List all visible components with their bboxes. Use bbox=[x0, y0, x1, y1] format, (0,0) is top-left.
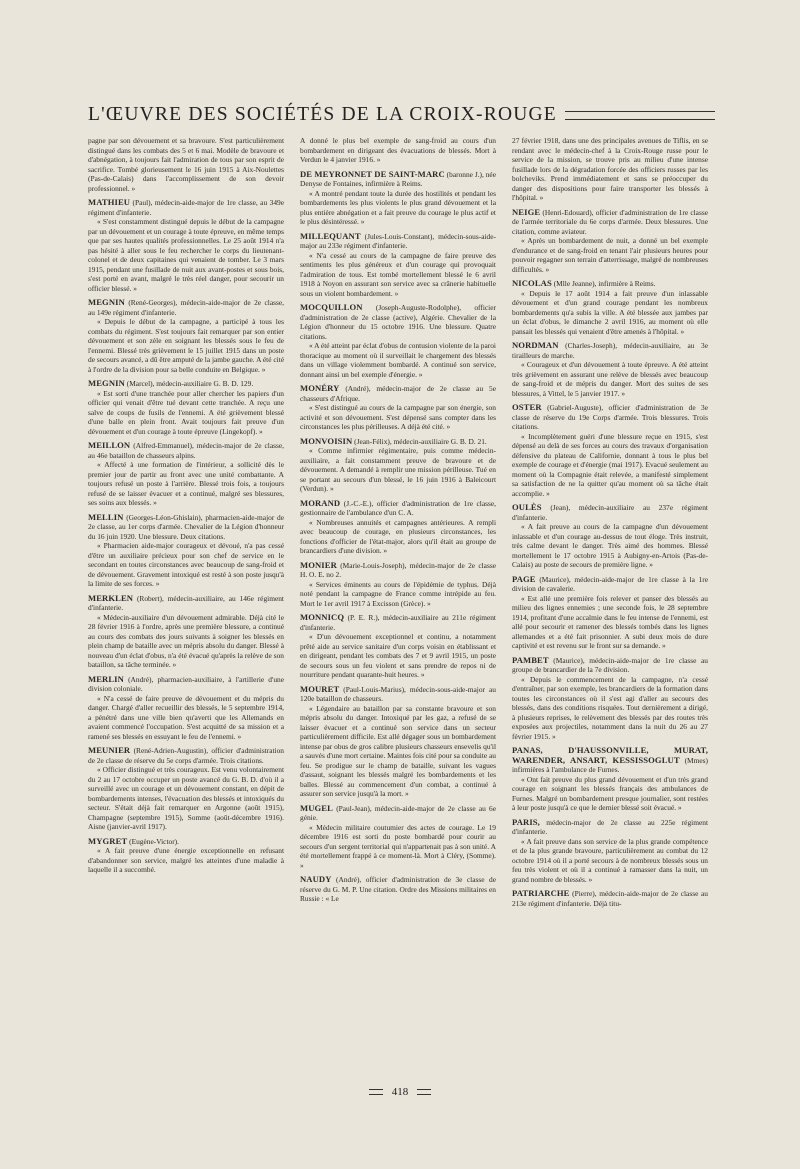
entry-rank-unit: (Paul-Louis-Marius), médecin-sous-aide-major au 120e bataillon de chasseurs. bbox=[300, 684, 496, 703]
text-column-1 bbox=[88, 136, 284, 1136]
entry-heading bbox=[300, 613, 496, 632]
entry-rank-unit: (Jean), médecin-auxiliaire au 237e régiment d'infanterie. bbox=[512, 503, 708, 522]
person-name: MEGNIN bbox=[88, 378, 125, 388]
entry-rank-unit: (Alfred-Emmanuel), médecin-major de 2e classe, au 46e bataillon de chasseurs alpins. bbox=[88, 441, 284, 460]
citation-entry bbox=[300, 875, 496, 904]
entry-rank-unit: (Mmes) infirmières à l'ambulance de Furnes. bbox=[512, 755, 708, 774]
entry-heading bbox=[300, 437, 496, 447]
header-double-rule bbox=[565, 111, 715, 120]
citation-entry bbox=[512, 746, 708, 813]
person-name: MELLIN bbox=[88, 511, 124, 522]
citation-text: « Pharmacien aide-major courageux et dévoué, n'a pas cessé d'être un auxiliaire précieux pour son chef de service en le secondant en toutes circonstances avec beaucoup de sang-froid et de dévouement. Gravement intoxiqué est resté à son poste jusqu'à la limite de ses forces. » bbox=[88, 541, 284, 588]
entry-rank-unit: (Joseph-Auguste-Rodolphe), officier d'administration de 2e classe (active), Algérie. Chevalier de la Légion d'honneur du 15 octobre 1916. Une blessure. Quatre citations. bbox=[300, 303, 496, 341]
entry-rank-unit: (Jean-Félix), médecin-auxiliaire G. B. D. 21. bbox=[354, 436, 487, 446]
entry-rank-unit: (Mlle Jeanne), infirmière à Reims. bbox=[553, 279, 656, 288]
entry-heading bbox=[88, 837, 284, 847]
entry-rank-unit: (Marcel), médecin-auxiliaire G. B. D. 129. bbox=[126, 379, 254, 388]
citation-text: « Est allé une première fois relever et panser des blessés au milieu des lignes ennemies ; une seconde fois, le 28 septembre 1914, profitant d'une accalmie dans le feu intense de l'ennemi, est allé pour secourir et ramener des blessés tombés dans les lignes allemandes et a été fait prisonnier. A subi deux mois de dure captivité et est revenu sur le front sur sa demande. » bbox=[512, 593, 708, 650]
citation-entry bbox=[88, 746, 284, 832]
citation-entry bbox=[88, 594, 284, 670]
entry-rank-unit: (Paul-Jean), médecin-aide-major de 2e classe au 6e génie. bbox=[300, 803, 496, 822]
entry-rank-unit: (Marie-Louis-Joseph), médecin-major de 2e classe H. O. E. no 2. bbox=[300, 560, 496, 579]
person-name: MATHIEU bbox=[88, 197, 131, 207]
citation-text: « Depuis le 17 août 1914 a fait preuve d'un inlassable dévouement et d'un grand courage pendant les nombreux bombardements qu'a subis la ville. A été blessée aux jambes par un éclat d'obus, le dimanche 2 avril 1916, au moment où elle pansait les blessés qui venaient d'être amenés à l'hôpital. » bbox=[512, 288, 708, 336]
entry-heading bbox=[300, 384, 496, 403]
person-name: MONIER bbox=[300, 559, 337, 570]
entry-heading bbox=[300, 875, 496, 904]
person-name: OULÈS bbox=[512, 502, 542, 512]
person-name: MEILLON bbox=[88, 440, 131, 450]
citation-text: « S'est distingué au cours de la campagne par son énergie, son activité et son dévouement. S'est dépensé sans compter dans les circonstances les plus périlleuses. A déjà été cité. » bbox=[300, 403, 496, 431]
entry-rank-unit: (Georges-Léon-Ghislain), pharmacien-aide-major de 2e classe, au 1er corps d'armée. Chevalier de la Légion d'honneur du 16 juin 1920. Une blessure. Deux citations. bbox=[88, 512, 284, 541]
person-name: PANAS, D'HAUSSONVILLE, MURAT, WARENDER, ANSART, KESSISSOGLUT bbox=[512, 745, 708, 765]
citation-text: « Médecin militaire coutumier des actes de courage. Le 19 décembre 1916 est sorti du poste bombardé pour courir au secours d'un sergent territorial qui n'appartenait pas à son unité. A été mortellement frappé à ce moment-là. Mort à Cléry, (Somme). » bbox=[300, 822, 496, 870]
citation-text: « A fait preuve au cours de la campagne d'un dévouement inlassable et d'un courage au-dessus de tout éloge. Très instruit, très calme devant le danger. Très aimé des hommes. Blessé mortellement le 17 octobre 1915 à Aubigny-en-Artois (Pas-de-Calais) au poste de secours de première ligne. » bbox=[512, 522, 708, 569]
entry-heading bbox=[300, 303, 496, 341]
citation-entry bbox=[512, 503, 708, 570]
citation-entry bbox=[300, 613, 496, 680]
entry-heading bbox=[88, 379, 284, 389]
citation-entry bbox=[300, 804, 496, 871]
page-number: 418 bbox=[391, 1086, 409, 1098]
person-name: NAUDY bbox=[300, 874, 332, 884]
footer-ornament-left bbox=[369, 1089, 383, 1095]
citation-text: « N'a cessé de faire preuve de dévouement et du mépris du danger. Chargé d'aller recueillir des blessés, le 5 septembre 1914, a pénétré dans une ville bien qu'averti que les Allemands en avaient commencé l'occupation. S'est acquitté de sa mission et a ramené ses blessés en essuyant le feu de l'ennemi. » bbox=[88, 693, 284, 741]
person-name: MORAND bbox=[300, 497, 341, 508]
citation-entry bbox=[88, 675, 284, 742]
person-name: MILLEQUANT bbox=[300, 230, 361, 241]
entry-heading bbox=[88, 746, 284, 765]
citation-entry bbox=[512, 889, 708, 908]
citation-text: « Services éminents au cours de l'épidémie de typhus. Déjà noté pendant la campagne de France comme intrépide au feu. Mort le 1er avril 1917 à Excisson (Grèce). » bbox=[300, 579, 496, 608]
entry-heading bbox=[300, 170, 496, 189]
entry-rank-unit: (Maurice), médecin-aide-major de 1re classe à la 1re division de cavalerie. bbox=[512, 574, 708, 593]
entry-rank-unit: (André), médecin-major de 2e classe au 5e chasseurs d'Afrique. bbox=[300, 384, 496, 403]
entry-rank-unit: (J.-C.-E.), officier d'administration de 1re classe, gestionnaire de l'ambulance d'un C. A. bbox=[300, 498, 496, 517]
continued-text: pagne par son dévouement et sa bravoure. S'est particulièrement distingué dans les combats des 5 et 6 mai. Modèle de bravoure et d'abnégation, à toujours fait l'admiration de tous par son esprit de sacrifice. Tombé glorieusement le 16 juin 1915 à Aix-Noulettes (Pas-de-Calais) dans l'accomplissement de son devoir professionnel. » bbox=[88, 136, 284, 193]
citation-entry bbox=[512, 208, 708, 275]
citation-entry bbox=[512, 818, 708, 885]
page-title: L'ŒUVRE DES SOCIÉTÉS DE LA CROIX-ROUGE bbox=[88, 104, 557, 125]
person-name: PAGE bbox=[512, 573, 536, 584]
entry-heading bbox=[512, 341, 708, 360]
entry-rank-unit: (Charles-Joseph), médecin-auxiliaire, au 3e tirailleurs de marche. bbox=[512, 341, 708, 360]
entry-heading bbox=[512, 208, 708, 237]
citation-text: « Depuis le début de la campagne, a participé à tous les combats du régiment. S'est toujours fait remarquer par son entier dévouement et son zèle en soignant les blessés sous le feu de l'ennemi. Blessé très grièvement le 15 juillet 1915 dans un poste de secours avancé, a dû être amputé de la jambe gauche. A été cité à l'ordre de la division pour sa belle conduite en Belgique. » bbox=[88, 317, 284, 374]
entry-rank-unit: (René-Adrien-Augustin), officier d'administration de 2e classe de réserve du 5e corps d'armée. Trois citations. bbox=[88, 746, 284, 765]
citation-entry bbox=[512, 341, 708, 398]
entry-rank-unit: médecin-major de 2e classe au 225e régiment d'infanterie. bbox=[512, 817, 708, 836]
citation-text: « S'est constamment distingué depuis le début de la campagne par un dévouement et un courage à toute épreuve, en même temps que par ses hautes qualités professionnelles. Le 25 août 1914 n'a pas hésité à aller sous le feu rechercher le corps du lieutenant-colonel et de deux capitaines qui venaient de tomber. Le 3 mars 1915, pendant une fusillade de nuit aux avant-postes et sous bois, s'est porté en avant, malgré le très réel danger, pour secourir un officier blessé. » bbox=[88, 217, 284, 293]
person-name: MEGNIN bbox=[88, 297, 125, 307]
entry-heading bbox=[300, 499, 496, 518]
citation-entry bbox=[512, 575, 708, 651]
entry-heading bbox=[88, 513, 284, 542]
citation-entry bbox=[88, 837, 284, 875]
entry-heading bbox=[88, 594, 284, 613]
citation-entry bbox=[88, 298, 284, 374]
citation-entry bbox=[512, 403, 708, 498]
entry-rank-unit: (René-Georges), médecin-aide-major de 2e classe, au 149e régiment d'infanterie. bbox=[88, 298, 284, 317]
entry-heading bbox=[300, 561, 496, 580]
citation-text: « Nombreuses annuités et campagnes antérieures. A rempli avec beaucoup de courage, en plusieurs circonstances, les fonctions d'officier de l'état-major, alors qu'il était au groupe de brancardiers d'une division. » bbox=[300, 517, 496, 555]
person-name: MEUNIER bbox=[88, 745, 131, 755]
citation-entry bbox=[512, 656, 708, 742]
person-name: PATRIARCHE bbox=[512, 888, 570, 898]
citation-entry bbox=[88, 198, 284, 293]
footer-ornament-right bbox=[417, 1089, 431, 1095]
citation-entry bbox=[300, 232, 496, 299]
entry-heading bbox=[512, 575, 708, 594]
entry-rank-unit: (P. E. R.), médecin-auxiliaire au 211e régiment d'infanterie. bbox=[300, 613, 496, 632]
citation-text: « N'a cessé au cours de la campagne de faire preuve des sentiments les plus généreux et d'un courage qui provoquait l'admiration de tous. Est tombé mortellement blessé le 6 avril 1918 à Noyon en assurant son service avec sa crânerie habituelle sous un violent bombardement. » bbox=[300, 250, 496, 298]
person-name: PAMBET bbox=[512, 654, 549, 665]
entry-heading bbox=[88, 675, 284, 694]
citation-text: « Officier distingué et très courageux. Est venu volontairement du 2 au 17 octobre occuper un poste avancé du G. B. D. d'où il a surveillé avec un courage et un dévouement constant, en dépit de bombardements intenses, l'évacuation des blessés et intoxiqués du secteur. S'était déjà fait remarquer en Argonne (août 1915), Champagne (septembre 1915), Somme (août-décembre 1916). Aisne (janvier-avril 1917). bbox=[88, 765, 284, 831]
page-footer bbox=[0, 1086, 800, 1098]
citation-entry bbox=[300, 303, 496, 379]
continued-text: A donné le plus bel exemple de sang-froid au cours d'un bombardement en dirigeant des évacuations de blessés. Mort à Verdun le 4 janvier 1916. » bbox=[300, 136, 496, 164]
entry-heading bbox=[88, 198, 284, 217]
text-column-2 bbox=[300, 136, 496, 1136]
citation-text: « A été atteint par éclat d'obus de contusion violente de la paroi thoracique au moment où il surveillait le chargement des blessés dans un village violemment bombardé. A continué son service, donnant ainsi un bel exemple d'énergie. » bbox=[300, 341, 496, 379]
citation-text: « Incomplètement guéri d'une blessure reçue en 1915, s'est dépensé au delà de ses forces au cours des travaux d'organisation défensive du plateau de Californie, donnant à tous le plus bel exemple de courage et d'énergie (mai 1917). Evacué seulement au moment où la Compagnie était relevée, a manifesté simplement sa satisfaction de ne la quitter qu'au moment où sa tâche était accomplie. » bbox=[512, 431, 708, 498]
person-name: MERLIN bbox=[88, 673, 124, 684]
entry-heading bbox=[512, 656, 708, 675]
person-name: MONÉRY bbox=[300, 383, 340, 393]
entry-rank-unit: (Maurice), médecin-aide-major de 1re classe au groupe de brancardier de la 7e division. bbox=[512, 655, 708, 674]
entry-heading bbox=[88, 441, 284, 460]
entry-rank-unit: (Gabriel-Auguste), officier d'administration de 3e classe de réserve du 19e Corps d'armée. Trois blessures. Trois citations. bbox=[512, 403, 708, 431]
entry-rank-unit: (André), officier d'administration de 3e classe de réserve du G. M. P. Une citation. Ordre des Missions militaires en Russie : « Le bbox=[300, 875, 496, 903]
entry-heading bbox=[512, 503, 708, 522]
person-name: MONVOISIN bbox=[300, 435, 353, 446]
text-column-3 bbox=[512, 136, 708, 1136]
entry-heading bbox=[512, 403, 708, 432]
person-name: MERKLEN bbox=[88, 592, 134, 603]
citation-text: « Affecté à une formation de l'intérieur, a sollicité dès le premier jour de partir au front avec une unité combattante. A toujours refusé un poste à l'arrière. Blessé trois fois, a toujours refusé de se laisser évacuer et a continué, malgré ses blessures, ses soins aux blessés. » bbox=[88, 460, 284, 507]
person-name: MUGEL bbox=[300, 802, 333, 813]
entry-rank-unit: (Henri-Edouard), officier d'administration de 1re classe de l'armée territoriale du 6e corps d'armée. Deux blessures. Une citation, comme aviateur. bbox=[512, 207, 708, 236]
person-name: DE MEYRONNET DE SAINT-MARC bbox=[300, 168, 445, 179]
person-name: PARIS, bbox=[512, 816, 540, 827]
person-name: NORDMAN bbox=[512, 340, 559, 350]
citation-text: « Est sorti d'une tranchée pour aller chercher les papiers d'un officier qui venait d'être tué devant cette tranchée. A reçu une salve de coups de fusils de l'ennemi. A été grièvement blessé d'une balle en plein front. Avait toujours fait preuve d'un dévouement et d'un courage à toute épreuve (Lingekopf). » bbox=[88, 388, 284, 436]
entry-rank-unit: (Pierre), médecin-aide-major de 2e classe au 213e régiment d'infanterie. Déjà titu- bbox=[512, 889, 708, 908]
citation-text: « Médecin-auxiliaire d'un dévouement admirable. Déjà cité le 28 février 1916 à l'ordre, après une première blessure, a continué au cours des combats des jours suivants à soigner les blessés en plein champ de bataille avec un mépris absolu du danger. Blessé à nouveau d'un éclat d'obus, n'a été évacué qu'après la relève de son bataillon, sa tâche terminée. » bbox=[88, 612, 284, 669]
citation-text: « A fait preuve dans son service de la plus grande compétence et de la plus grande bravoure, particulièrement au combat du 12 octobre 1914 où il a porté secours à de nombreux blessés sous un feu très violent et où il a continué à ramasser dans la nuit, un grand nombre de blessés. » bbox=[512, 836, 708, 884]
entry-heading bbox=[512, 279, 708, 289]
citation-text: « Ont fait preuve du plus grand dévouement et d'un très grand courage en soignant les blessés français des ambulances de Furnes. Malgré un bombardement presque journalier, sont restées à leur poste jusqu'à ce que le dernier blessé soit évacué. » bbox=[512, 774, 708, 812]
citation-entry bbox=[88, 513, 284, 589]
person-name: OSTER bbox=[512, 402, 542, 412]
continued-text: 27 février 1918, dans une des principales avenues de Tiflis, en se rendant avec le médecin-chef à la Croix-Rouge russe pour le service de la mission, se trouve pris au milieu d'une intense fusillade lors de la dégradation forcée des officiers russes par les bolcheviks. Prend immédiatement et sans se préoccuper du danger des dispositions pour faire transporter les blessés à l'hôpital. » bbox=[512, 136, 708, 202]
citation-entry bbox=[88, 441, 284, 508]
entry-heading bbox=[512, 818, 708, 837]
person-name: MYGRET bbox=[88, 835, 128, 846]
entry-rank-unit: (André), pharmacien-auxiliaire, à l'artillerie d'une division coloniale. bbox=[88, 674, 284, 693]
entry-rank-unit: (baronne J.), née Denyse de Fontaines, infirmière à Reims. bbox=[300, 169, 496, 188]
entry-rank-unit: (Robert), médecin-auxiliaire, au 146e régiment d'infanterie. bbox=[88, 593, 284, 612]
citation-entry bbox=[300, 437, 496, 494]
citation-entry bbox=[300, 170, 496, 227]
citation-text: « A montré pendant toute la durée des hostilités et pendant les bombardements les plus violents le plus grand dévouement et la plus entière abnégation et a fait preuve du courage le plus actif et le plus désintéressé. » bbox=[300, 188, 496, 226]
page-header bbox=[88, 104, 715, 126]
citation-text: « Comme infirmier régimentaire, puis comme médecin-auxiliaire, a fait constamment preuve de bravoure et de dévouement. A demandé à remplir une mission périlleuse. Tué en se portant au secours d'un blessé, le 16 juin 1916 à Baleicourt (Verdun). » bbox=[300, 446, 496, 493]
person-name: MONNICQ bbox=[300, 612, 345, 622]
person-name: MOCQUILLON bbox=[300, 302, 363, 312]
entry-rank-unit: (Eugène-Victor). bbox=[129, 836, 179, 846]
citation-entry bbox=[300, 499, 496, 556]
person-name: MOURET bbox=[300, 683, 340, 694]
entry-heading bbox=[512, 889, 708, 908]
person-name: NICOLAS bbox=[512, 278, 552, 288]
citation-text: « Courageux et d'un dévouement à toute épreuve. A été atteint très grièvement en assurant une relève de blessés avec beaucoup de sang-froid et de mépris du danger. Mort des suites de ses blessures, à Vittel, le 5 janvier 1917. » bbox=[512, 360, 708, 398]
citation-text: « Depuis le commencement de la campagne, n'a cessé d'entraîner, par son exemple, les brancardiers de la formation dans toutes les circonstances où il s'est agi d'aller au secours des blessés, dans des conditions risquées. Tout dernièrement a dirigé, à plusieurs reprises, le relèvement des blessés par des routes très exposées aux projectiles, notamment dans la nuit du 26 au 27 février 1915. » bbox=[512, 674, 708, 741]
citation-entry bbox=[300, 561, 496, 609]
entry-rank-unit: (Paul), médecin-aide-major de 1re classe, au 349e régiment d'infanterie. bbox=[88, 198, 284, 217]
citation-text: « D'un dévouement exceptionnel et continu, a notamment prêté aide au service sanitaire d'un corps voisin en établissant et en dirigeant, pendant les combats des 7 et 9 avril 1915, un poste de secours sous un feu violent et sans prendre de repos ni de nourriture pendant quarante-huit heures. » bbox=[300, 632, 496, 679]
citation-entry bbox=[300, 685, 496, 799]
person-name: NEIGE bbox=[512, 206, 541, 217]
entry-heading bbox=[300, 685, 496, 704]
citation-entry bbox=[512, 279, 708, 336]
entry-heading bbox=[512, 746, 708, 775]
entry-heading bbox=[300, 232, 496, 251]
citation-entry bbox=[300, 384, 496, 432]
citation-entry bbox=[88, 379, 284, 436]
citation-text: « Après un bombardement de nuit, a donné un bel exemple d'endurance et de sang-froid en tenant l'air plusieurs heures pour pouvoir regagner son terrain d'atterrissage, malgré de nombreuses difficultés. » bbox=[512, 236, 708, 274]
entry-rank-unit: (Jules-Louis-Constant), médecin-sous-aide-major au 233e régiment d'infanterie. bbox=[300, 231, 496, 250]
citation-text: « Légendaire au bataillon par sa constante bravoure et son mépris absolu du danger. Intoxiqué par les gaz, a refusé de se laisser évacuer et a continué son service dans un secteur particulièrement difficile. Est allé dégager sous un bombardement intense par obus de gros calibre plusieurs chasseurs ensevelis qu'il a sauvés d'une mort certaine. Maintes fois cité pour sa conduite au feu. Se prodigue sur le champ de bataille, suivant les vagues d'assaut, soignant les blessés malgré les bombardements et les balles. Blessé au commencement d'un combat, a continué à assurer son service jusqu'à la mort. » bbox=[300, 703, 496, 798]
entry-heading bbox=[300, 804, 496, 823]
entry-heading bbox=[88, 298, 284, 317]
citation-text: « A fait preuve d'une énergie exceptionnelle en refusant d'abandonner son service, malgré les atteintes d'une maladie à laquelle il a succombé. bbox=[88, 846, 284, 874]
